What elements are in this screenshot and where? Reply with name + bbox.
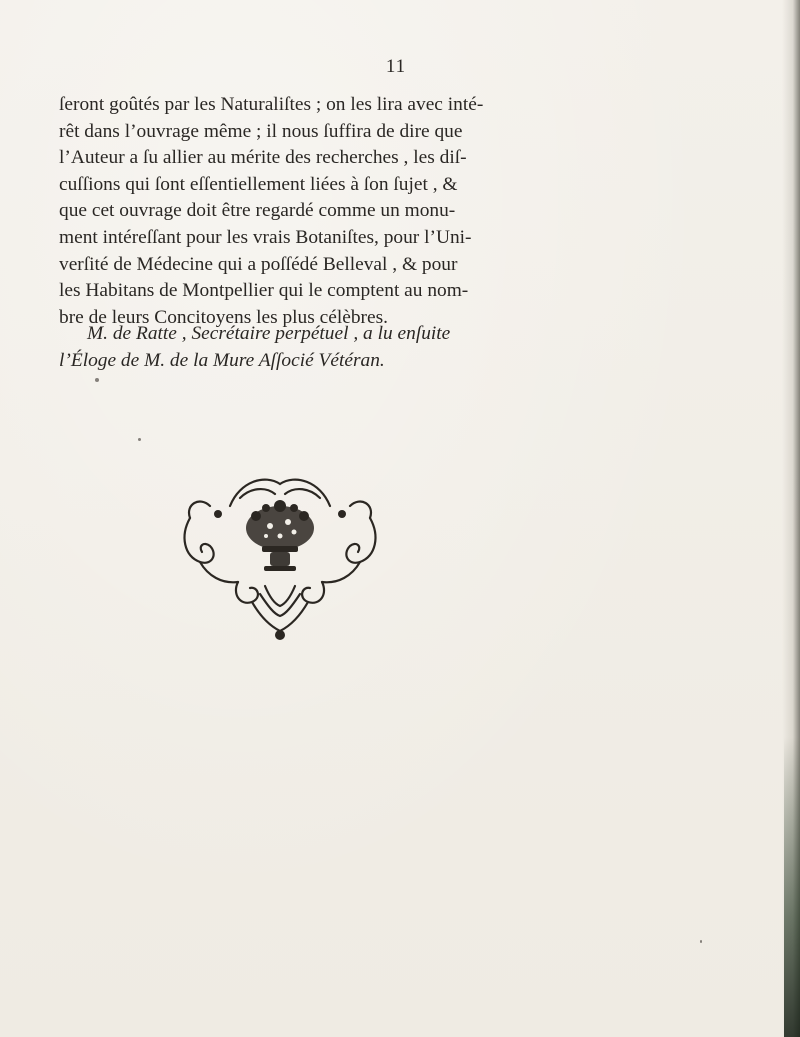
main-paragraph — [59, 92, 712, 331]
text-line: les Habitans de Montpellier qui le comptent au nom- — [59, 280, 469, 302]
ink-speck — [95, 378, 99, 382]
text-line: rêt dans l’ouvrage même ; il nous ſuffira de dire que — [59, 120, 463, 142]
page-number: 11 — [385, 56, 407, 77]
binding-edge — [784, 737, 800, 1037]
text-line: bre de leurs Concitoyens les plus célèbres. — [59, 306, 389, 328]
text-line: verſité de Médecine qui a poſſédé Belleval , & pour — [59, 253, 458, 275]
italic-paragraph — [59, 321, 712, 374]
ink-speck — [700, 940, 702, 943]
text-line: que cet ouvrage doit être regardé comme un monu- — [59, 200, 456, 222]
ink-speck — [138, 438, 141, 441]
italic-line: l’Éloge de M. de la Mure Aſſocié Vétéran. — [59, 349, 385, 371]
flower-basket-ornament — [170, 466, 390, 641]
text-line: cuſſions qui ſont eſſentiellement liées à ſon ſujet , & — [59, 173, 458, 195]
text-line: ment intéreſſant pour les vrais Botaniſtes, pour l’Uni- — [59, 226, 472, 248]
text-line: ſeront goûtés par les Naturaliſtes ; on les lira avec inté- — [59, 94, 484, 115]
italic-line: M. de Ratte , Secrétaire perpétuel , a lu enſuite — [87, 323, 451, 344]
text-line: l’Auteur a ſu allier au mérite des recherches , les diſ- — [59, 147, 467, 169]
